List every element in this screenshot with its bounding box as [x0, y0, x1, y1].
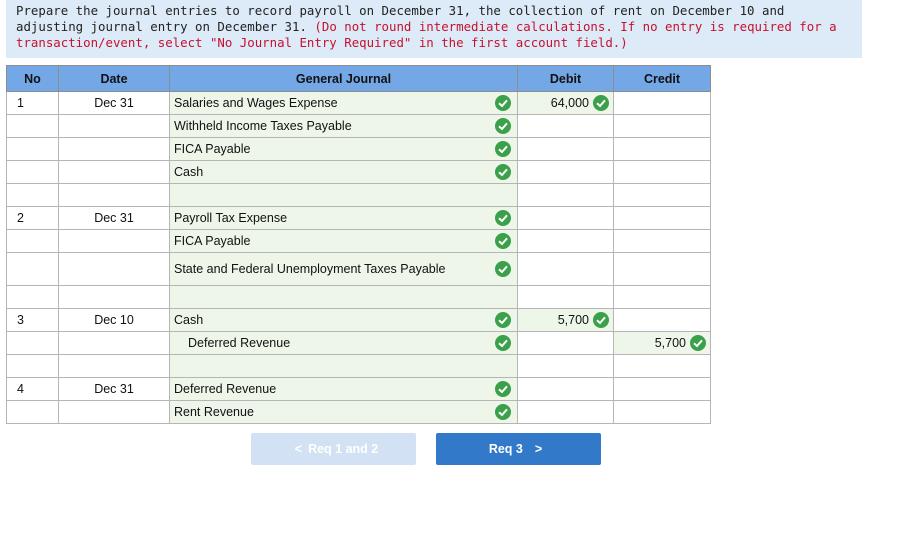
account-name: FICA Payable [174, 234, 251, 248]
check-icon [495, 233, 511, 249]
header-debit: Debit [518, 66, 614, 92]
credit-field[interactable] [614, 332, 711, 355]
credit-field[interactable] [614, 92, 711, 115]
table-row [7, 253, 711, 286]
debit-field[interactable] [518, 161, 614, 184]
header-credit: Credit [614, 66, 711, 92]
credit-field[interactable] [614, 253, 711, 286]
account-field[interactable] [170, 161, 518, 184]
check-icon [495, 381, 511, 397]
entry-date[interactable] [59, 161, 170, 184]
account-field[interactable] [170, 309, 518, 332]
entry-no [7, 253, 59, 286]
check-icon [495, 141, 511, 157]
table-row [7, 230, 711, 253]
entry-no [7, 355, 59, 378]
check-icon [495, 210, 511, 226]
prev-requirement-label: Req 1 and 2 [308, 442, 379, 456]
debit-field[interactable] [518, 286, 614, 309]
account-field[interactable] [170, 138, 518, 161]
entry-date[interactable] [59, 355, 170, 378]
table-row [7, 138, 711, 161]
table-row [7, 309, 711, 332]
check-icon [495, 261, 511, 277]
credit-field[interactable] [614, 286, 711, 309]
table-header-row [7, 66, 711, 92]
debit-field[interactable] [518, 138, 614, 161]
account-field[interactable] [170, 184, 518, 207]
account-name: Deferred Revenue [174, 382, 277, 396]
instructions-text: Prepare the journal entries to record payroll on December 31, the collection of rent on December 10 and adjusting journal entry on December 31. [16, 3, 785, 34]
debit-field[interactable] [518, 230, 614, 253]
check-icon [593, 95, 609, 111]
table-row [7, 355, 711, 378]
entry-date[interactable] [59, 401, 170, 424]
chevron-right-icon: > [534, 442, 543, 456]
account-name: Cash [174, 165, 204, 179]
credit-field[interactable] [614, 401, 711, 424]
entry-date[interactable] [59, 184, 170, 207]
entry-no: 4 [7, 378, 59, 401]
entry-date[interactable] [59, 332, 170, 355]
journal-table [6, 65, 711, 424]
debit-field[interactable] [518, 92, 614, 115]
debit-field[interactable] [518, 115, 614, 138]
debit-field[interactable] [518, 184, 614, 207]
table-row [7, 401, 711, 424]
credit-field[interactable] [614, 378, 711, 401]
account-name: FICA Payable [174, 142, 251, 156]
entry-date[interactable] [59, 138, 170, 161]
table-row [7, 332, 711, 355]
account-name: State and Federal Unemployment Taxes Payable [174, 262, 446, 276]
table-row [7, 92, 711, 115]
header-no: No [7, 66, 59, 92]
account-field[interactable] [170, 355, 518, 378]
debit-field[interactable] [518, 378, 614, 401]
credit-field[interactable] [614, 207, 711, 230]
table-row [7, 378, 711, 401]
account-name: Payroll Tax Expense [174, 211, 288, 225]
entry-date[interactable] [59, 115, 170, 138]
next-requirement-label: Req 3 [488, 442, 523, 456]
account-field[interactable] [170, 115, 518, 138]
table-row [7, 286, 711, 309]
header-date: Date [59, 66, 170, 92]
credit-field[interactable] [614, 230, 711, 253]
check-icon [495, 118, 511, 134]
account-name: Rent Revenue [174, 405, 254, 419]
entry-no [7, 161, 59, 184]
credit-field[interactable] [614, 309, 711, 332]
entry-date[interactable] [59, 286, 170, 309]
entry-date[interactable] [59, 230, 170, 253]
prev-requirement-button[interactable] [251, 433, 416, 465]
debit-value: 5,700 [557, 313, 589, 327]
entry-no [7, 401, 59, 424]
table-row [7, 161, 711, 184]
account-field[interactable] [170, 92, 518, 115]
check-icon [495, 404, 511, 420]
entry-no [7, 115, 59, 138]
entry-no [7, 138, 59, 161]
check-icon [495, 164, 511, 180]
entry-no [7, 332, 59, 355]
credit-value: 5,700 [654, 336, 686, 350]
account-name: Deferred Revenue [188, 336, 291, 350]
debit-field[interactable] [518, 355, 614, 378]
credit-field[interactable] [614, 184, 711, 207]
credit-field[interactable] [614, 115, 711, 138]
entry-no [7, 230, 59, 253]
debit-field[interactable] [518, 309, 614, 332]
table-row [7, 207, 711, 230]
table-row [7, 184, 711, 207]
entry-date[interactable] [59, 253, 170, 286]
entry-date[interactable]: Dec 31 [59, 92, 170, 115]
credit-field[interactable] [614, 355, 711, 378]
header-general-journal: General Journal [170, 66, 518, 92]
instructions-panel [6, 0, 862, 58]
account-field[interactable] [170, 230, 518, 253]
account-field[interactable] [170, 378, 518, 401]
table-row [7, 115, 711, 138]
entry-date[interactable]: Dec 31 [59, 207, 170, 230]
account-name: Salaries and Wages Expense [174, 96, 338, 110]
debit-field[interactable] [518, 332, 614, 355]
account-field[interactable] [170, 207, 518, 230]
check-icon [495, 95, 511, 111]
entry-no [7, 286, 59, 309]
instructions-note: (Do not round intermediate calculations. If no entry is required for a transaction/event, select "No Journal Entry Required" in the first account field.) [16, 19, 837, 50]
credit-field[interactable] [614, 138, 711, 161]
account-field[interactable] [170, 401, 518, 424]
chevron-left-icon: < [294, 442, 303, 456]
check-icon [495, 312, 511, 328]
check-icon [690, 335, 706, 351]
account-field[interactable] [170, 253, 518, 286]
debit-value: 64,000 [550, 96, 589, 110]
account-field[interactable] [170, 286, 518, 309]
check-icon [495, 335, 511, 351]
debit-field[interactable] [518, 401, 614, 424]
credit-field[interactable] [614, 161, 711, 184]
next-requirement-button[interactable] [436, 433, 601, 465]
check-icon [593, 312, 609, 328]
entry-date[interactable]: Dec 31 [59, 378, 170, 401]
entry-no [7, 184, 59, 207]
entry-date[interactable]: Dec 10 [59, 309, 170, 332]
debit-field[interactable] [518, 207, 614, 230]
account-name: Cash [174, 313, 204, 327]
account-name: Withheld Income Taxes Payable [174, 119, 352, 133]
debit-field[interactable] [518, 253, 614, 286]
entry-no: 1 [7, 92, 59, 115]
entry-no: 2 [7, 207, 59, 230]
entry-no: 3 [7, 309, 59, 332]
account-field[interactable] [170, 332, 518, 355]
